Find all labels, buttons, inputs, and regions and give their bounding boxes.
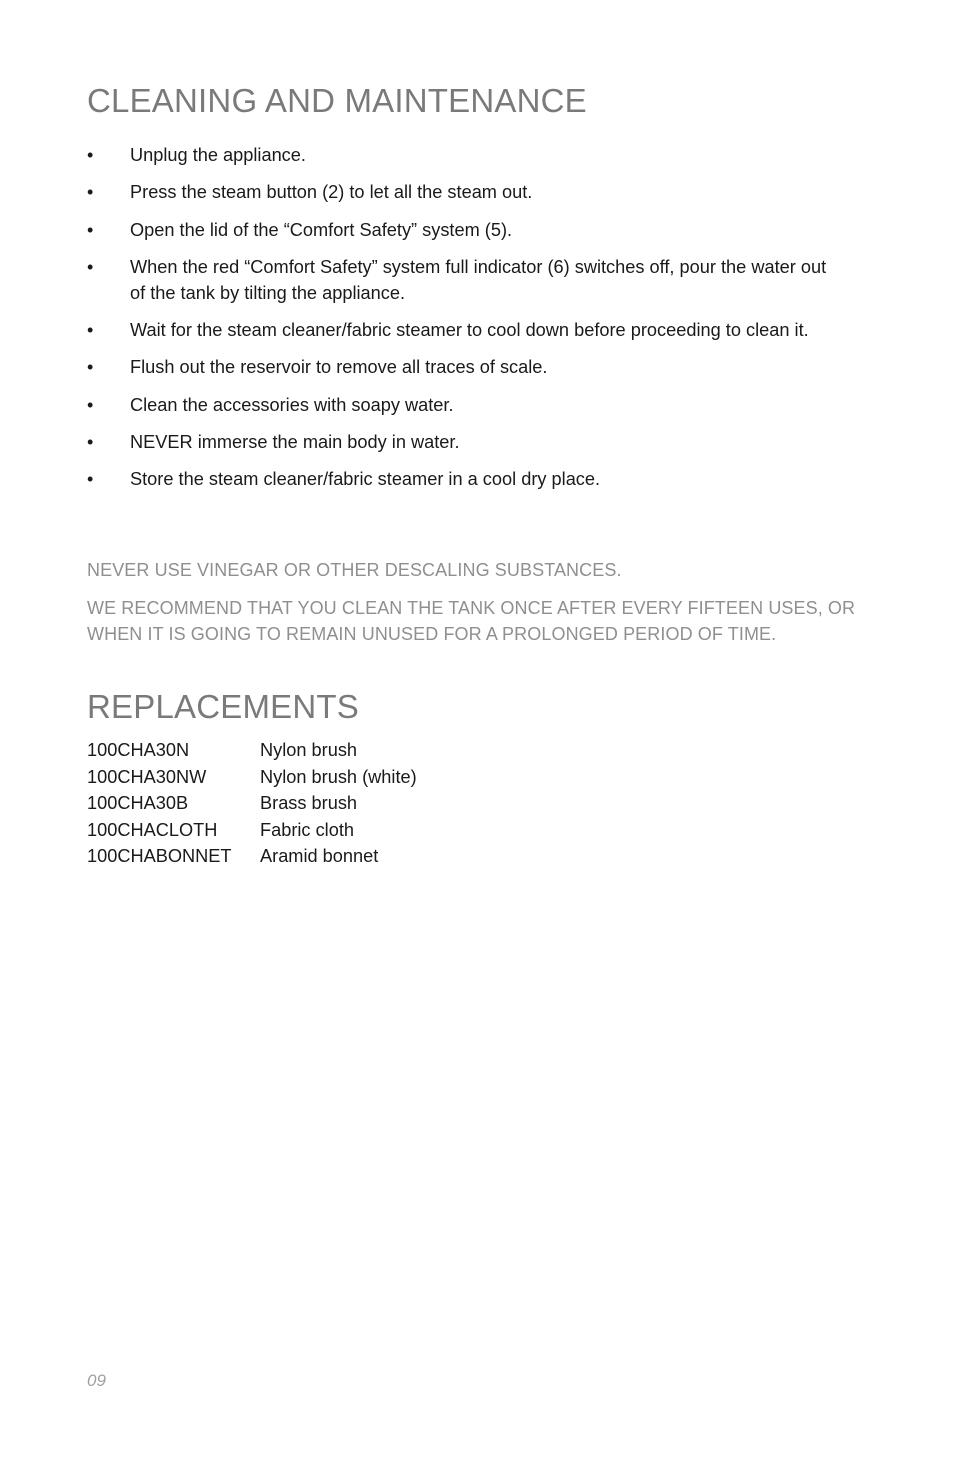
bullet-icon: • xyxy=(87,432,94,453)
bullet-icon: • xyxy=(87,394,94,415)
list-item xyxy=(87,217,867,243)
bullet-icon: • xyxy=(87,469,94,490)
table-row xyxy=(87,737,417,764)
list-item xyxy=(87,317,875,343)
table-row xyxy=(87,843,417,870)
list-item xyxy=(87,466,867,492)
part-name: Nylon brush xyxy=(260,740,358,760)
section-title-cleaning: CLEANING AND MAINTENANCE xyxy=(87,82,587,119)
list-item-text: Open the lid of the “Comfort Safety” system (5). xyxy=(130,219,513,240)
part-code: 100CHA30B xyxy=(87,793,189,813)
table-row xyxy=(87,790,417,817)
replacement-parts-table xyxy=(87,737,417,870)
list-item-text: Press the steam button (2) to let all the steam out. xyxy=(130,182,533,203)
part-code: 100CHACLOTH xyxy=(87,819,218,840)
bullet-icon: • xyxy=(87,357,94,378)
list-item-text: When the red “Comfort Safety” system full indicator (6) switches off, pour the water out of the tank by tilting the appliance. xyxy=(130,256,827,303)
list-item-text: Clean the accessories with soapy water. xyxy=(130,394,454,415)
table-row xyxy=(87,817,417,844)
bullet-icon: • xyxy=(87,256,94,277)
list-item xyxy=(87,392,867,418)
list-item-text: Wait for the steam cleaner/fabric steamer to cool down before proceeding to clean it. xyxy=(130,320,809,341)
list-item xyxy=(87,254,830,306)
bullet-icon: • xyxy=(87,182,94,203)
part-code: 100CHA30N xyxy=(87,740,190,760)
part-code: 100CHABONNET xyxy=(87,846,232,866)
list-item-text: Store the steam cleaner/fabric steamer in a cool dry place. xyxy=(130,469,601,490)
page-number: 09 xyxy=(87,1371,106,1390)
list-item-text: Flush out the reservoir to remove all traces of scale. xyxy=(130,357,548,378)
part-name: Nylon brush (white) xyxy=(260,766,417,787)
table-row xyxy=(87,764,417,791)
part-code: 100CHA30NW xyxy=(87,766,207,787)
part-name: Brass brush xyxy=(260,793,358,813)
part-name: Aramid bonnet xyxy=(260,846,379,866)
list-item xyxy=(87,354,867,380)
part-name: Fabric cloth xyxy=(260,819,355,840)
list-item xyxy=(87,142,867,168)
bullet-icon: • xyxy=(87,320,94,341)
section-title-replacements: REPLACEMENTS xyxy=(87,688,359,725)
cleaning-steps-list xyxy=(87,142,867,504)
list-item xyxy=(87,429,867,455)
bullet-icon: • xyxy=(87,145,94,165)
list-item-text: Unplug the appliance. xyxy=(130,145,306,165)
list-item xyxy=(87,179,867,205)
list-item-text: NEVER immerse the main body in water. xyxy=(130,432,460,453)
vinegar-warning: NEVER USE VINEGAR OR OTHER DESCALING SUBSTANCES. xyxy=(87,560,622,580)
bullet-icon: • xyxy=(87,219,94,240)
tank-cleaning-recommendation: WE RECOMMEND THAT YOU CLEAN THE TANK ONCE AFTER EVERY FIFTEEN USES, OR WHEN IT IS GOING TO REMAIN UNUSED FOR A PROLONGED PERIOD OF TIME. xyxy=(87,598,856,644)
